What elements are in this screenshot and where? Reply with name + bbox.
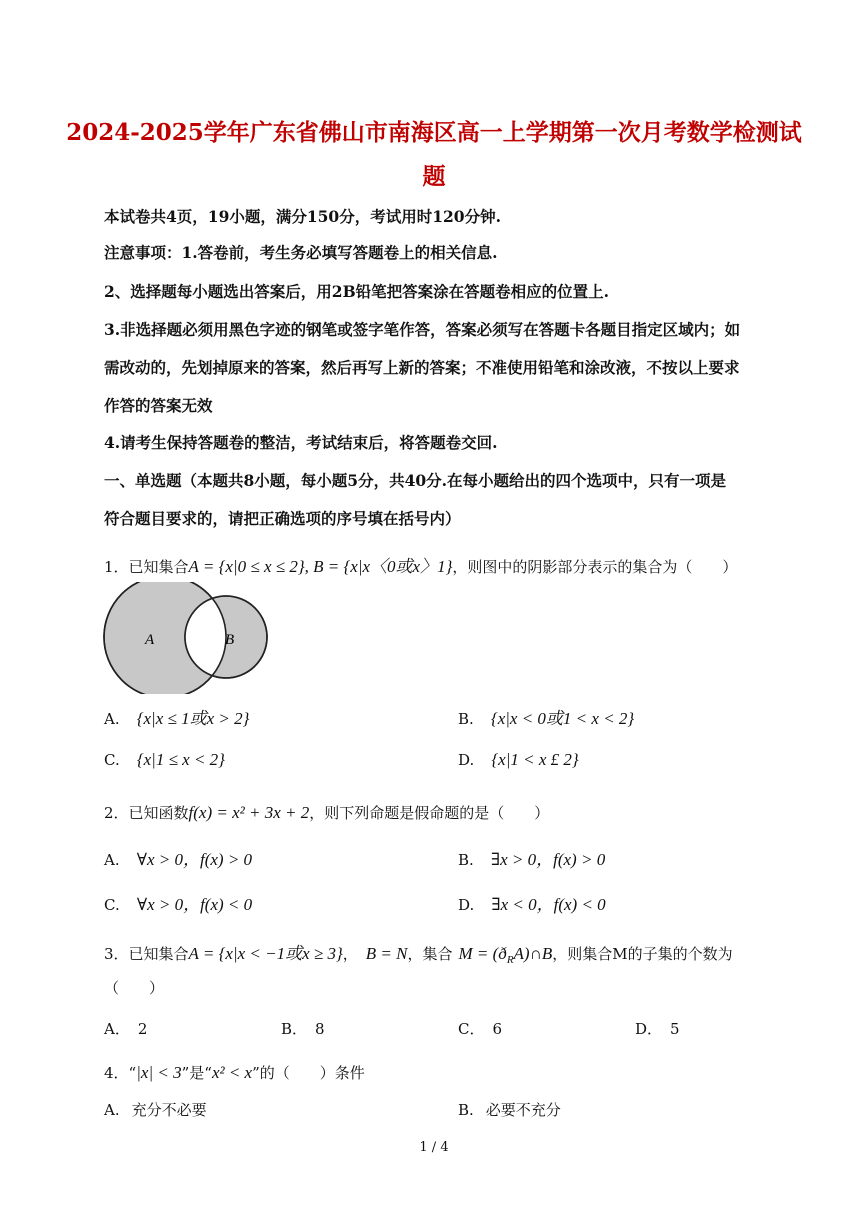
q3-option-a-text: 2 <box>137 1020 148 1038</box>
q3-formula-a: A = {x|x < −1或x ≥ 3} <box>188 944 343 963</box>
q1-formula: A = {x|0 ≤ x ≤ 2}, B = {x|x〈0或x〉1} <box>188 557 453 576</box>
q1-option-c-text: {x|1 ≤ x < 2} <box>136 750 225 769</box>
q1-option-a-label: A. <box>104 710 120 728</box>
q2-option-c-label: C. <box>104 896 120 914</box>
q4-suffix: ”的（ ）条件 <box>252 1064 365 1082</box>
q1-option-a-text: {x|x ≤ 1或x > 2} <box>136 709 250 728</box>
q1-option-b-text: {x|x < 0或1 < x < 2} <box>490 709 635 728</box>
q4-prefix: 4． <box>104 1064 129 1082</box>
venn-diagram <box>100 582 272 694</box>
q4-mid: 是“ <box>189 1064 212 1082</box>
q3-option-a-label: A． <box>104 1020 130 1038</box>
question-2 <box>104 802 549 823</box>
q2-option-d[interactable] <box>458 890 606 915</box>
q2-option-c-text: ∀x > 0，f(x) < 0 <box>136 895 253 914</box>
q3-formula-m: M = (ð <box>458 944 507 963</box>
q1-option-b-label: B. <box>458 710 474 728</box>
q1-prefix: 1．已知集合 <box>104 558 189 576</box>
q1-option-a[interactable] <box>104 704 249 729</box>
q3-option-d-text: 5 <box>670 1020 680 1038</box>
q3-option-c[interactable] <box>458 1018 502 1039</box>
venn-label-a: A <box>145 632 155 648</box>
q3-sep-2: ，集合 <box>407 945 453 963</box>
section-heading-line1: 一、单选题（本题共8小题，每小题5分，共40分.在每小题给出的四个选项中，只有一项是 <box>104 471 727 490</box>
q4-formula-b: x² < x <box>211 1063 253 1082</box>
notice-3-line1: 3.非选择题必须用黑色字迹的钢笔或签字笔作答，答案必须写在答题卡各题目指定区域内；如 <box>104 320 741 339</box>
q3-option-d[interactable] <box>635 1018 680 1039</box>
q3-prefix: 3．已知集合 <box>104 945 189 963</box>
q2-option-a[interactable] <box>104 845 252 870</box>
q3-formula-b: B = N <box>365 944 408 963</box>
q4-option-b[interactable] <box>458 1099 561 1120</box>
notice-2: 2、选择题每小题选出答案后，用2B铅笔把答案涂在答题卷相应的位置上. <box>104 282 610 301</box>
q3-suffix: ，则集合M的子集的个数为 <box>552 945 733 963</box>
q4-formula-a: |x| < 3 <box>136 1063 182 1082</box>
notice-4: 4.请考生保持答题卷的整洁，考试结束后，将答题卷交回. <box>104 433 498 452</box>
notice-1: 注意事项：1.答卷前，考生务必填写答题卷上的相关信息. <box>104 243 498 262</box>
q3-formula-m-sub: R <box>506 954 514 967</box>
venn-label-b: B <box>225 632 235 648</box>
q2-prefix: 2．已知函数 <box>104 804 189 822</box>
section-heading-line2: 符合题目要求的，请把正确选项的序号填在括号内） <box>104 509 461 528</box>
q4-option-a[interactable] <box>104 1099 207 1120</box>
q2-suffix: ，则下列命题是假命题的是（ ） <box>309 804 550 822</box>
question-3 <box>104 939 733 966</box>
q3-option-b-text: 8 <box>315 1020 325 1038</box>
q1-suffix: ，则图中的阴影部分表示的集合为（ ） <box>452 558 738 576</box>
page-number: 1 / 4 <box>419 1140 449 1155</box>
q2-formula: f(x) = x² + 3x + 2 <box>188 803 310 822</box>
q3-sep-1: ， <box>342 945 358 963</box>
notice-3-line2: 需改动的，先划掉原来的答案，然后再写上新的答案；不准使用铅笔和涂改液，不按以上要求 <box>104 358 740 377</box>
q2-option-a-text: ∀x > 0，f(x) > 0 <box>136 850 253 869</box>
q4-option-b-label: B. <box>458 1101 474 1119</box>
q3-option-a[interactable] <box>104 1018 147 1039</box>
q2-option-b-text: ∃x > 0，f(x) > 0 <box>490 850 606 869</box>
q2-option-a-label: A. <box>104 851 120 869</box>
q2-option-b-label: B. <box>458 851 474 869</box>
q3-option-c-text: 6 <box>492 1020 503 1038</box>
q1-option-d-label: D. <box>458 751 475 769</box>
q3-answer-paren: （ ） <box>104 979 165 997</box>
q3-option-d-label: D． <box>635 1020 663 1038</box>
q4-option-a-text: 充分不必要 <box>131 1101 207 1119</box>
page-title-line1: 2024-2025学年广东省佛山市南海区高一上学期第一次月考数学检测试 <box>66 119 802 146</box>
q4-option-a-label: A. <box>104 1101 120 1119</box>
q1-option-c-label: C. <box>104 751 120 769</box>
notice-3-line3: 作答的答案无效 <box>104 396 213 415</box>
q4-option-b-text: 必要不充分 <box>485 1101 561 1119</box>
q2-option-d-label: D. <box>458 896 475 914</box>
q2-option-b[interactable] <box>458 845 605 870</box>
q2-option-c[interactable] <box>104 890 252 915</box>
q3-option-b-label: B． <box>281 1020 308 1038</box>
q3-option-b[interactable] <box>281 1018 325 1039</box>
question-4 <box>104 1062 365 1083</box>
exam-summary: 本试卷共4页，19小题，满分150分，考试用时120分钟. <box>104 207 501 226</box>
q1-option-c[interactable] <box>104 750 225 770</box>
page-title-line2: 题 <box>422 163 446 190</box>
q4-quote-open: “ <box>128 1064 137 1082</box>
q1-option-b[interactable] <box>458 704 634 729</box>
q4-quote-close: ” <box>181 1064 190 1082</box>
q2-option-d-text: ∃x < 0，f(x) < 0 <box>491 895 606 914</box>
question-1 <box>104 552 737 577</box>
q1-option-d[interactable] <box>458 750 579 770</box>
q3-formula-m-end: A)∩B <box>513 944 553 963</box>
q3-option-c-label: C． <box>458 1020 485 1038</box>
q1-option-d-text: {x|1 < x £ 2} <box>491 750 579 769</box>
